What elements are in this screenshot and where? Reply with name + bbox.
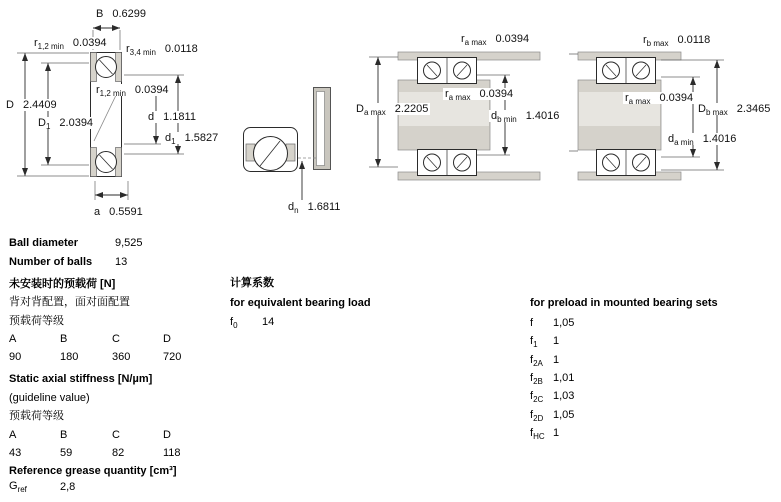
preload-header-1: B — [60, 333, 68, 345]
factor-value-4: 1,03 — [553, 390, 575, 402]
dim-label-da-min: $d_{a min}$ 1.4016 — [668, 133, 737, 148]
stiffness-value-3: 118 — [163, 447, 181, 459]
bearing-front-view-drawing — [244, 88, 331, 201]
dim-label-a: a 0.5591 — [94, 206, 143, 218]
preload-header-2: C — [112, 333, 120, 345]
stiffness-header-2: C — [112, 429, 120, 441]
preload-title: 未安装时的预载荷 [N] — [9, 278, 116, 290]
factor-symbol-3: $f_{2B}$ — [530, 372, 543, 387]
dim-label-ra-max-mid: $r_{a max}$ 0.0394 — [445, 88, 514, 103]
stiffness-value-2: 82 — [112, 447, 125, 459]
preload-class-label: 预载荷等级 — [9, 315, 64, 327]
grease-title: Reference grease quantity [cm³] — [9, 465, 177, 477]
grease-ref-value: 2,8 — [60, 481, 76, 493]
dim-label-r12-min-top: $r_{1,2 min}$ 0.0394 — [34, 37, 107, 52]
dim-label-ra-max-top: $r_{a max}$ 0.0394 — [461, 33, 530, 48]
factor-symbol-1: $f_1$ — [530, 335, 538, 350]
ball-diameter-label: Ball diameter — [9, 237, 79, 249]
f0-symbol: $f_0$ — [230, 316, 238, 331]
number-of-balls-value: 13 — [115, 256, 128, 268]
factor-value-6: 1 — [553, 427, 560, 439]
dim-label-r34-min: $r_{3,4 min}$ 0.0118 — [126, 43, 198, 58]
dim-label-Da-max: $D_{a max}$ 2.2205 — [356, 103, 429, 118]
stiffness-header-1: B — [60, 429, 68, 441]
dim-label-D1: $D_1$ 2.0394 — [38, 117, 94, 132]
factor-symbol-2: $f_{2A}$ — [530, 354, 543, 369]
dim-label-d: d 1.1811 — [148, 111, 196, 123]
stiffness-header-3: D — [163, 429, 171, 441]
preload-header-3: D — [163, 333, 171, 345]
factor-value-3: 1,01 — [553, 372, 575, 384]
factor-symbol-0: f — [530, 317, 534, 329]
grease-ref-symbol: $G_{ref}$ — [9, 480, 27, 495]
preload-sets-subtitle: for preload in mounted bearing sets — [530, 297, 718, 309]
preload-header-0: A — [9, 333, 17, 345]
mounted-pair-right-drawing — [569, 52, 724, 180]
dim-label-d1: $d_1$ 1.5827 — [165, 132, 219, 147]
stiffness-class-label: 预载荷等级 — [9, 410, 64, 422]
dim-label-B: B 0.6299 — [96, 8, 146, 20]
preload-value-1: 180 — [60, 351, 79, 363]
preload-value-2: 360 — [112, 351, 131, 363]
calc-factors-title: 计算系数 — [230, 277, 274, 289]
stiffness-subtitle: (guideline value) — [9, 392, 90, 404]
stiffness-header-0: A — [9, 429, 17, 441]
factor-symbol-4: $f_{2C}$ — [530, 390, 544, 405]
factor-value-0: 1,05 — [553, 317, 575, 329]
factor-value-2: 1 — [553, 354, 560, 366]
dim-label-Db-max: $D_{b max}$ 2.3465 — [698, 103, 771, 118]
factor-value-1: 1 — [553, 335, 560, 347]
stiffness-value-1: 59 — [60, 447, 73, 459]
preload-value-3: 720 — [163, 351, 182, 363]
dim-label-ra-max-right: $r_{a max}$ 0.0394 — [625, 92, 694, 107]
dim-label-r12-min-inner: $r_{1,2 min}$ 0.0394 — [96, 84, 169, 99]
stiffness-title: Static axial stiffness [N/µm] — [9, 373, 153, 385]
dim-label-dn: $d_n$ 1.6811 — [288, 201, 341, 216]
dim-label-rb-max: $r_{b max}$ 0.0118 — [643, 34, 711, 49]
number-of-balls-label: Number of balls — [9, 256, 93, 268]
stiffness-value-0: 43 — [9, 447, 22, 459]
f0-value: 14 — [262, 316, 275, 328]
factor-symbol-5: $f_{2D}$ — [530, 409, 544, 424]
preload-subtitle: 背对背配置，面对面配置 — [9, 296, 130, 308]
preload-value-0: 90 — [9, 351, 22, 363]
dim-label-db-min: $d_{b min}$ 1.4016 — [491, 110, 560, 125]
dim-label-D: D 2.4409 — [6, 99, 57, 111]
ball-diameter-value: 9,525 — [115, 237, 143, 249]
factor-symbol-6: $f_{HC}$ — [530, 427, 545, 442]
factor-value-5: 1,05 — [553, 409, 575, 421]
equivalent-load-subtitle: for equivalent bearing load — [230, 297, 371, 309]
